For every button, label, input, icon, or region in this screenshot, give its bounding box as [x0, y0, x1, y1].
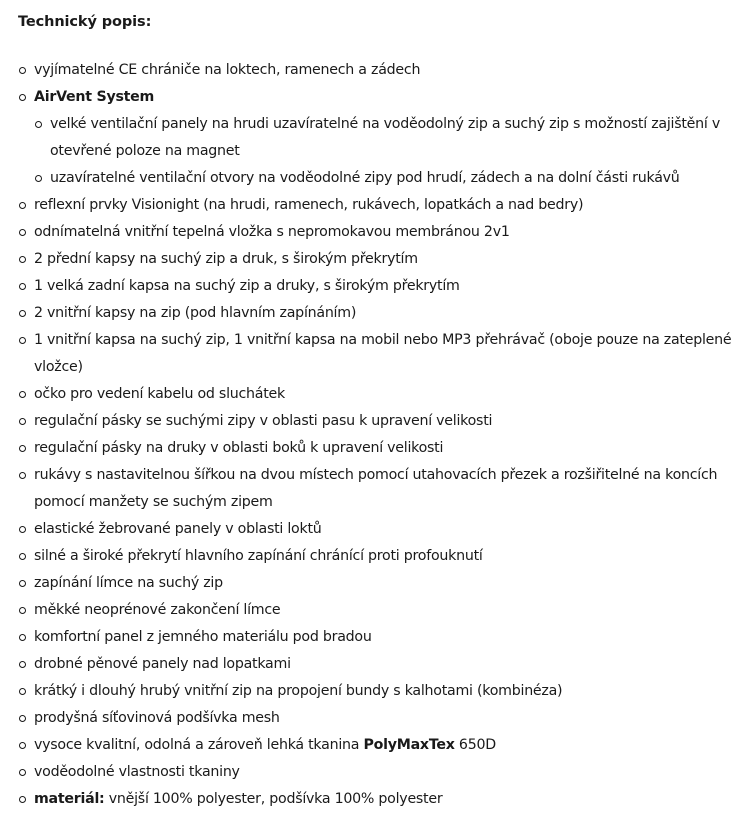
- list-item-text: vyjímatelné CE chrániče na loktech, ramenech a zádech: [34, 62, 421, 78]
- list-item-text: drobné pěnové panely nad lopatkami: [34, 656, 291, 672]
- list-item: [18, 435, 744, 462]
- list-item-text: měkké neoprénové zakončení límce: [34, 602, 281, 618]
- list-item: [18, 516, 744, 543]
- list-item: [18, 408, 744, 435]
- list-item-text: regulační pásky se suchými zipy v oblasti pasu k upravení velikosti: [34, 413, 493, 429]
- list-item: [18, 381, 744, 408]
- section-heading: Technický popis:: [18, 14, 152, 30]
- list-item: [18, 597, 744, 624]
- sub-list-item: uzavíratelné ventilační otvory na voděodolné zipy pod hrudí, zádech a na dolní části rukávů: [34, 165, 744, 192]
- list-item-text: 650D: [454, 737, 496, 753]
- list-item-text: zapínání límce na suchý zip: [34, 575, 223, 591]
- list-item-text: vnější 100% polyester, podšívka 100% polyester: [104, 791, 443, 807]
- list-item-text: komfortní panel z jemného materiálu pod bradou: [34, 629, 372, 645]
- list-item-text: odnímatelná vnitřní tepelná vložka s nepromokavou membránou 2v1: [34, 224, 510, 240]
- list-item: [18, 57, 744, 84]
- list-item: [18, 246, 744, 273]
- list-item: [18, 570, 744, 597]
- list-item: [18, 462, 744, 516]
- list-item: [18, 624, 744, 651]
- list-item-text: krátký i dlouhý hrubý vnitřní zip na propojení bundy s kalhotami (kombinéza): [34, 683, 563, 699]
- list-item: [18, 705, 744, 732]
- list-item: [18, 192, 744, 219]
- list-item-text: 1 velká zadní kapsa na suchý zip a druky, s širokým překrytím: [34, 278, 460, 294]
- list-item-bold-text: PolyMaxTex: [363, 737, 455, 753]
- list-item: [18, 219, 744, 246]
- feature-list: [18, 57, 744, 813]
- list-item: [18, 786, 744, 813]
- list-item-text: voděodolné vlastnosti tkaniny: [34, 764, 240, 780]
- list-item-text: reflexní prvky Visionight (na hrudi, ramenech, rukávech, lopatkách a nad bedry): [34, 197, 584, 213]
- list-item: [18, 300, 744, 327]
- list-item-text: vysoce kvalitní, odolná a zároveň lehká tkanina: [34, 737, 364, 753]
- list-item: [18, 678, 744, 705]
- list-item-text: 2 vnitřní kapsy na zip (pod hlavním zapínáním): [34, 305, 357, 321]
- list-item: [18, 732, 744, 759]
- list-item-text: rukávy s nastavitelnou šířkou na dvou místech pomocí utahovacích přezek a rozšiřitelné na koncích pomocí manžety se suchým zipem: [34, 467, 718, 510]
- list-item-text: regulační pásky na druky v oblasti boků k upravení velikosti: [34, 440, 444, 456]
- list-item-text: 1 vnitřní kapsa na suchý zip, 1 vnitřní kapsa na mobil nebo MP3 přehrávač (oboje pouze na zateplené vložce): [34, 332, 732, 375]
- list-item: [18, 759, 744, 786]
- sub-list-item: velké ventilační panely na hrudi uzavíratelné na voděodolný zip a suchý zip s možností zajištění v otevřené poloze na magnet: [34, 111, 744, 165]
- list-item: [18, 273, 744, 300]
- list-item: [18, 84, 744, 192]
- list-item-bold-text: materiál:: [34, 791, 105, 807]
- list-item-text: elastické žebrované panely v oblasti loktů: [34, 521, 322, 537]
- list-item-text: očko pro vedení kabelu od sluchátek: [34, 386, 286, 402]
- list-item-text: prodyšná síťovinová podšívka mesh: [34, 710, 280, 726]
- list-item-bold-text: AirVent System: [34, 89, 155, 105]
- sub-list: [34, 111, 744, 192]
- list-item: [18, 327, 744, 381]
- list-item: [18, 543, 744, 570]
- list-item-text: 2 přední kapsy na suchý zip a druk, s širokým překrytím: [34, 251, 418, 267]
- list-item-text: silné a široké překrytí hlavního zapínání chránící proti profouknutí: [34, 548, 483, 564]
- list-item: [18, 651, 744, 678]
